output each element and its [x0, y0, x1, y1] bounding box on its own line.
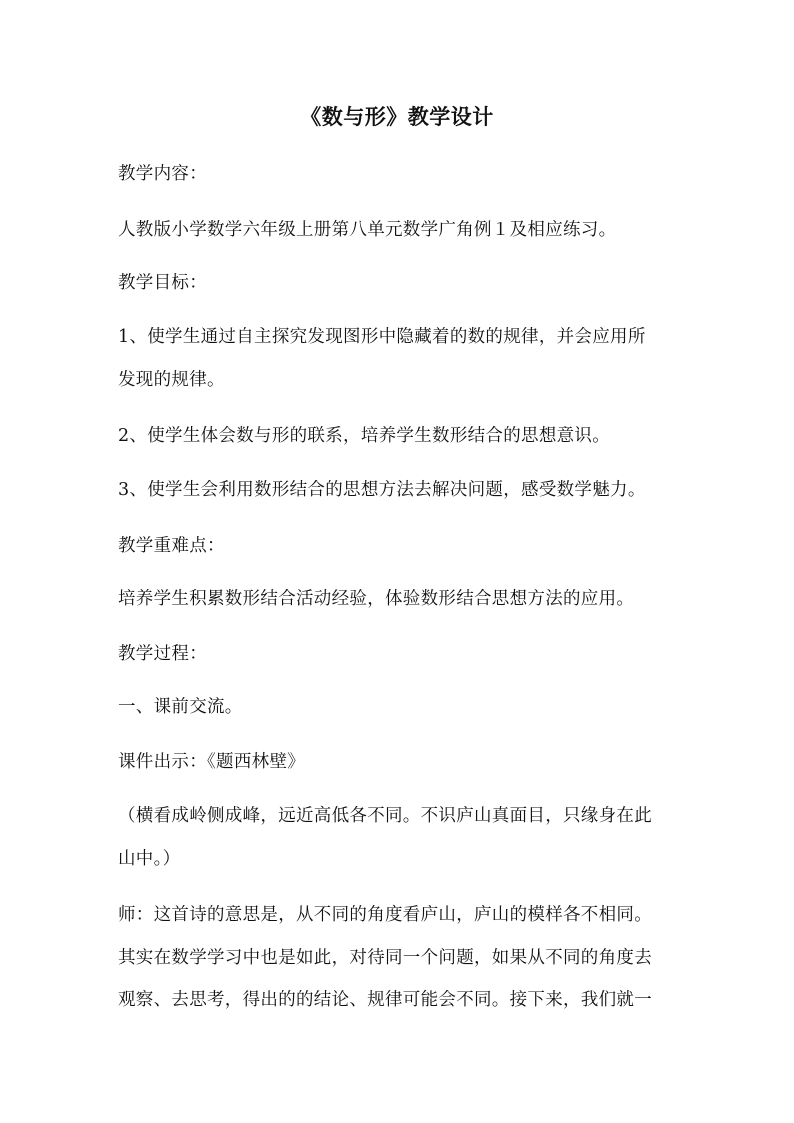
section-heading-goals: 教学目标： [118, 273, 207, 293]
poem-line-2: 山中。） [118, 849, 181, 869]
section-heading-key-points: 教学重难点： [118, 536, 225, 556]
goal-3: 3、使学生会利用数形结合的思想方法去解决问题，感受数学魅力。 [118, 480, 646, 500]
paragraph-key-points: 培养学生积累数形结合活动经验，体验数形结合思想方法的应用。 [118, 589, 635, 609]
step-1-heading: 一、课前交流。 [118, 697, 243, 717]
goal-2: 2、使学生体会数与形的联系，培养学生数形结合的思想意识。 [118, 426, 611, 446]
document-title: 《数与形》教学设计 [300, 104, 494, 129]
goal-1-line-1: 1、使学生通过自主探究发现图形中隐藏着的数的规律，并会应用所 [118, 327, 646, 347]
poem-line-1: （横看成岭侧成峰，远近高低各不同。不识庐山真面目，只缘身在此 [118, 806, 652, 826]
goal-1-line-2: 发现的规律。 [118, 370, 225, 390]
courseware-line: 课件出示：《题西林壁》 [118, 752, 306, 772]
paragraph-textbook: 人教版小学数学六年级上册第八单元数学广角例１及相应练习。 [118, 220, 617, 240]
section-heading-content: 教学内容： [118, 164, 207, 184]
teacher-line-3: 观察、去思考，得出的的结论、规律可能会不同。接下来，我们就一 [118, 990, 652, 1010]
teacher-line-2: 其实在数学学习中也是如此，对待同一个问题，如果从不同的角度去 [118, 948, 652, 968]
teacher-line-1: 师：这首诗的意思是，从不同的角度看庐山，庐山的模样各不相同。 [118, 905, 652, 925]
section-heading-process: 教学过程： [118, 644, 207, 664]
